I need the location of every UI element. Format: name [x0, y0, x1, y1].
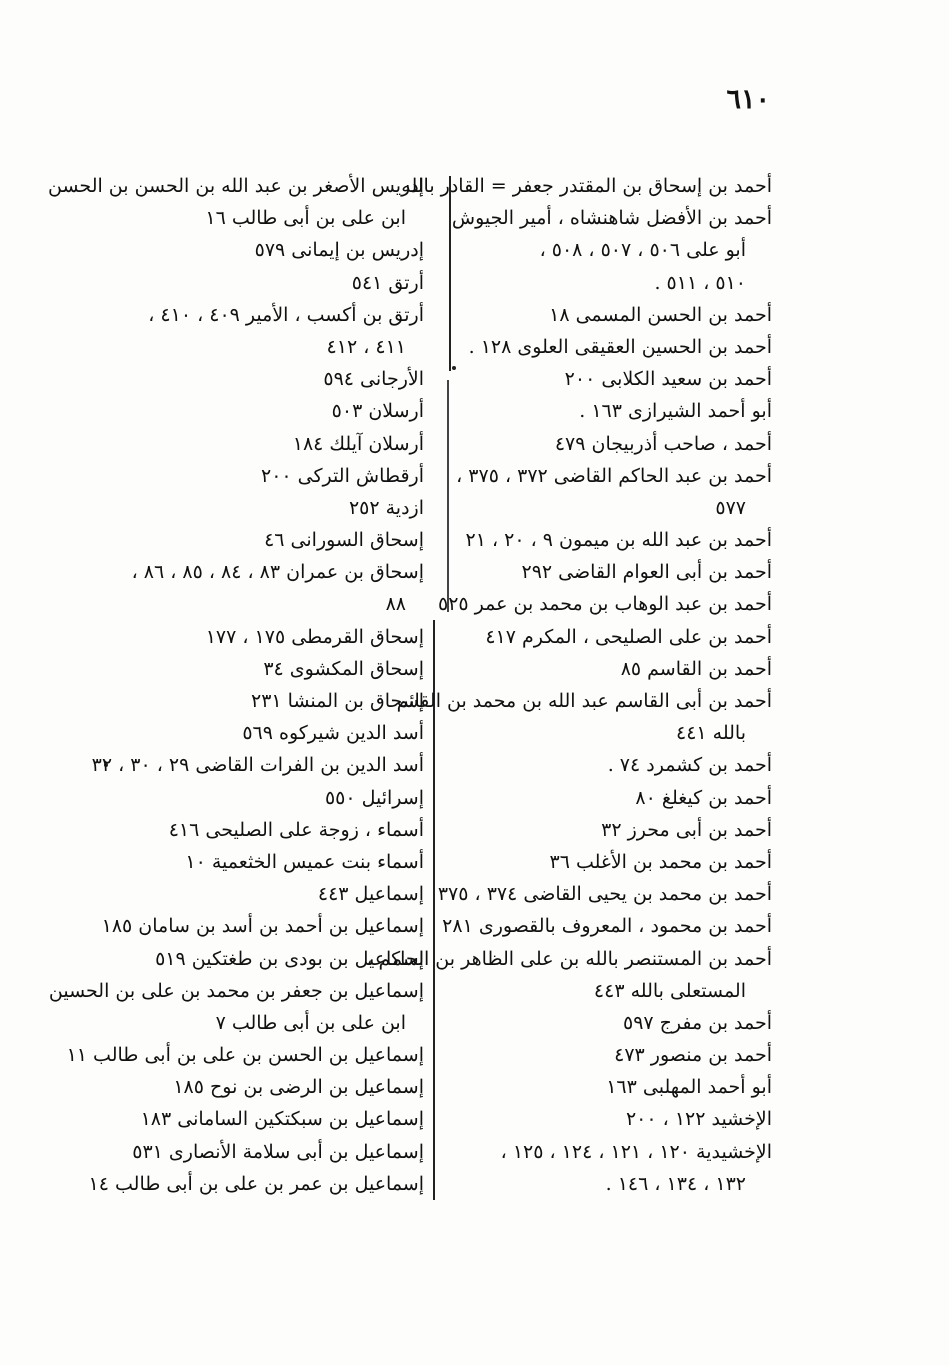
index-entry: أحمد بن الحسين العقيقى العلوى ١٢٨ . [468, 335, 772, 358]
index-entry: أحمد بن المستنصر بالله بن على الظاهر بن الحاكم ، [366, 947, 772, 970]
column-divider [449, 176, 451, 371]
index-entry: أحمد بن أبى محرز ٣٢ [601, 818, 772, 841]
index-entry: أحمد بن الحسن المسمى ١٨ [549, 303, 772, 326]
index-entry: إسحاق بن المنشا ٢٣١ [250, 690, 424, 712]
index-entry: أحمد ، صاحب أذربيجان ٤٧٩ [554, 432, 772, 455]
index-entry: الإخشيد ١٢٢ ، ٢٠٠ [625, 1108, 772, 1131]
index-entry: أرقطاش التركى ٢٠٠ [261, 464, 424, 487]
index-entry: أسد الدين شيركوه ٥٦٩ [242, 722, 424, 745]
index-entry: أحمد بن الأفضل شاهنشاه ، أمير الجيوش [451, 207, 772, 230]
index-entry: أحمد بن محمد بن يحيى القاضى ٣٧٤ ، ٣٧٥ [437, 883, 772, 906]
index-entry: أسد الدين بن الفرات القاضى ٢٩ ، ٣٠ ، ٣٢ [91, 754, 424, 777]
index-entry: الإخشيدية ١٢٠ ، ١٢١ ، ١٢٤ ، ١٢٥ ، [500, 1140, 772, 1163]
index-entry: إسحاق المكشوى ٣٤ [263, 657, 424, 680]
page-number: ٦١٠ [726, 84, 770, 115]
index-entry-continuation: ١٣٢ ، ١٣٤ ، ١٤٦ . [605, 1172, 746, 1195]
index-entry: أحمد بن مفرج ٥٩٧ [622, 1011, 772, 1034]
index-entry-continuation: ابن على بن أبى طالب ١٦ [205, 207, 406, 230]
ink-dot [452, 366, 456, 370]
index-entry-continuation: أبو على ٥٠٦ ، ٥٠٧ ، ٥٠٨ ، [539, 239, 746, 262]
index-entry: إسماعيل بن جعفر بن محمد بن على بن الحسين [48, 979, 424, 1002]
index-entry: أحمد بن كيغلغ ٨٠ [635, 786, 772, 809]
index-entry: أسماء بنت عميس الخثعمية ١٠ [185, 850, 424, 873]
index-entry: أرسلان ٥٠٣ [331, 400, 424, 423]
index-entry: أرتق ٥٤١ [351, 271, 424, 294]
index-entry: أحمد بن على الصليحى ، المكرم ٤١٧ [485, 625, 772, 648]
index-entry: أحمد بن أبى القاسم عبد الله بن محمد بن القائم [396, 690, 772, 712]
index-entry: ازدية ٢٥٢ [348, 496, 424, 519]
index-entry: إسماعيل بن الرضى بن نوح ١٨٥ [173, 1076, 424, 1099]
index-entry: إدريس الأصغر بن عبد الله بن الحسن بن الحسن [48, 175, 424, 197]
index-entry: أرتق بن أكسب ، الأمير ٤٠٩ ، ٤١٠ ، [148, 303, 424, 326]
index-entry: أحمد بن سعيد الكلابى ٢٠٠ [564, 368, 772, 391]
index-entry: أحمد بن منصور ٤٧٣ [614, 1044, 772, 1067]
index-entry-continuation: ابن على بن أبى طالب ٧ [215, 1011, 406, 1034]
index-entry: إسماعيل بن عمر بن على بن أبى طالب ١٤ [88, 1172, 424, 1195]
index-entry: أحمد بن القاسم ٨٥ [620, 657, 772, 680]
index-entry: أحمد بن عبد الحاكم القاضى ٣٧٢ ، ٣٧٥ ، [456, 464, 772, 487]
index-entry: إسماعيل بن بودى بن طغتكين ٥١٩ [155, 947, 424, 970]
index-entry: إسحاق بن عمران ٨٣ ، ٨٤ ، ٨٥ ، ٨٦ ، [131, 561, 424, 584]
index-entry: أحمد بن أبى العوام القاضى ٢٩٢ [521, 561, 772, 584]
index-entry-continuation: ٤١١ ، ٤١٢ [326, 335, 406, 358]
column-divider [447, 380, 449, 612]
index-column-left [48, 170, 424, 1200]
index-entry: إسماعيل ٤٤٣ [317, 883, 424, 906]
index-entry: الأرجانى ٥٩٤ [323, 368, 424, 391]
index-entry: إسحاق القرمطى ١٧٥ ، ١٧٧ [205, 625, 424, 648]
index-entry-continuation: المستعلى بالله ٤٤٣ [593, 979, 746, 1002]
index-entry: إسحاق السورانى ٤٦ [264, 529, 424, 552]
index-entry: إسماعيل بن أبى سلامة الأنصارى ٥٣١ [132, 1140, 424, 1163]
index-entry: أرسلان آيلك ١٨٤ [292, 432, 424, 455]
index-entry: أسماء ، زوجة على الصليحى ٤١٦ [168, 818, 424, 841]
index-entry: أحمد بن محمود ، المعروف بالقصورى ٢٨١ [442, 915, 772, 938]
index-entry: إسرائيل ٥٥٠ [324, 786, 424, 809]
index-entry: إسماعيل بن الحسن بن على بن أبى طالب ١١ [66, 1044, 424, 1067]
index-entry: أحمد بن عبد الله بن ميمون ٩ ، ٢٠ ، ٢١ [465, 529, 772, 552]
index-entry-continuation: ٥١٠ ، ٥١١ . [654, 271, 746, 294]
index-entry: أحمد بن عبد الوهاب بن محمد بن عمر ٥٢٥ [437, 593, 772, 616]
index-entry: أبو أحمد الشيرازى ١٦٣ . [579, 400, 772, 423]
index-entry: إسماعيل بن أحمد بن أسد بن سامان ١٨٥ [101, 915, 424, 938]
index-entry: أحمد بن كشمرد ٧٤ . [607, 754, 772, 777]
index-entry: إسماعيل بن سبكتكين السامانى ١٨٣ [140, 1108, 424, 1131]
index-entry: أحمد بن إسحاق بن المقتدر جعفر = القادر بالله [401, 175, 772, 197]
index-entry-continuation: ٥٧٧ [715, 496, 746, 519]
index-entry-continuation: بالله ٤٤١ [675, 722, 746, 745]
index-entry: أحمد بن محمد بن الأغلب ٣٦ [549, 850, 772, 873]
index-entry: إدريس بن إيمانى ٥٧٩ [254, 239, 424, 262]
index-entry: أبو أحمد المهلبى ١٦٣ [606, 1076, 772, 1099]
index-entry-continuation: ٨٨ [385, 593, 406, 616]
